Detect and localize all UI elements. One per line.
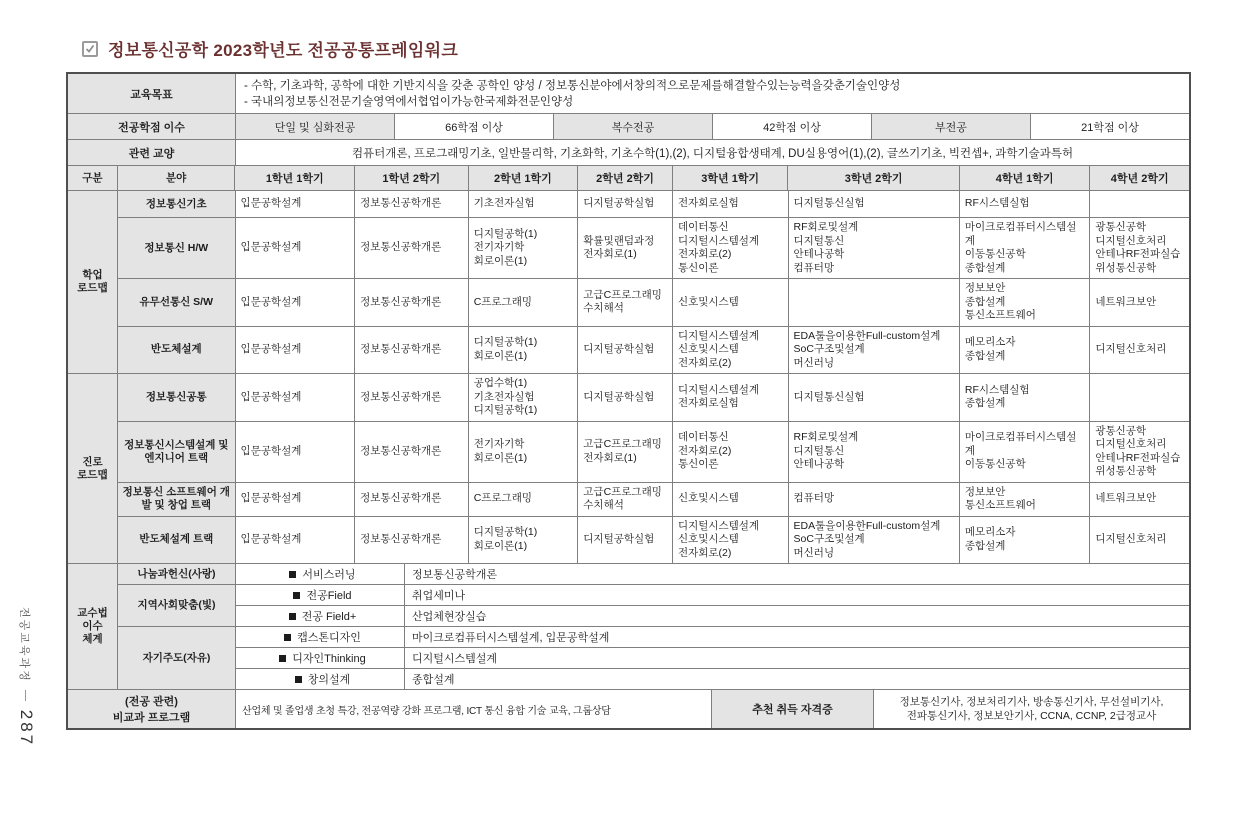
checkbox-icon [82, 41, 98, 57]
roadmap-section [68, 191, 1189, 374]
course-name: 디지털시스템설계 [677, 329, 760, 342]
header-semester: 2학년 2학기 [578, 166, 673, 191]
course-cell [469, 327, 579, 375]
teaching-item-label: 전공Field [306, 590, 352, 602]
roadmap-row [118, 374, 1189, 422]
course-name: 통신소프트웨어 [964, 309, 1036, 321]
course-cell [469, 374, 579, 422]
course-name: 전자회로(2) [677, 444, 732, 457]
teaching-item-type [236, 627, 405, 648]
teaching-item [236, 606, 1189, 627]
course-name: 기초전자실험 [473, 390, 535, 403]
teaching-section [68, 564, 1189, 690]
field-label: 정보통신기초 [118, 191, 236, 218]
extracurricular-label-line: 비교과 프로그램 [112, 712, 191, 724]
course-name: 통신소프트웨어 [964, 499, 1036, 511]
course-name: 입문공학설계 [240, 343, 302, 355]
course-name: 신호및시스템 [677, 295, 739, 308]
roadmap-row [118, 327, 1189, 375]
teaching-item-type [236, 606, 405, 627]
course-cell [355, 483, 469, 517]
teaching-item-type [236, 669, 405, 690]
course-name: 종합설계 [964, 295, 1006, 308]
goals-content [236, 74, 1189, 114]
field-label: 반도체설계 [118, 327, 236, 375]
course-cell [673, 374, 789, 422]
course-name: 입문공학설계 [240, 295, 302, 308]
course-cell [960, 279, 1091, 327]
margin-separator [25, 690, 26, 701]
goal-line: - 수학, 기초과학, 공학에 대한 기반지식을 갖춘 공학인 양성 / 정보통신분야에서창의적으로문제를해결할수있는능력을갖춘기술인양성 [244, 79, 901, 92]
course-cell [236, 218, 356, 279]
teaching-item-course: 정보통신공학개론 [405, 564, 1189, 585]
course-name: 정보통신공학개론 [360, 295, 442, 308]
teaching-item-course: 마이크로컴퓨터시스템설계, 입문공학설계 [405, 627, 1189, 648]
course-name: 메모리소자 [964, 526, 1016, 539]
teaching-category: 지역사회맞춤(빛) [118, 585, 236, 627]
liberal-arts-label: 관련 교양 [68, 140, 236, 166]
header-field: 분야 [118, 166, 236, 191]
course-cell [1090, 279, 1189, 327]
course-name: 정보통신공학개론 [360, 444, 442, 457]
course-name: 전자회로(2) [677, 356, 732, 369]
course-name: 종합설계 [964, 349, 1006, 362]
roadmap-row [118, 191, 1189, 218]
course-name: 데이터통신 [677, 221, 729, 233]
header-semester: 4학년 2학기 [1090, 166, 1189, 191]
course-name: 입문공학설계 [240, 533, 302, 545]
square-bullet-icon [293, 592, 300, 599]
course-cell [673, 279, 789, 327]
course-name: 마이크로컴퓨터시스템설계 [964, 221, 1077, 247]
course-name: 디지털시스템설계 [677, 519, 760, 532]
teaching-item [236, 627, 1189, 648]
course-name: 정보통신공학개론 [360, 533, 442, 545]
course-cell [355, 218, 469, 279]
teaching-label-line: 체계 [82, 633, 103, 645]
course-name: 이동통신공학 [964, 248, 1026, 260]
course-cell [673, 483, 789, 517]
teaching-item-course: 디지털시스템설계 [405, 648, 1189, 669]
course-cell [789, 517, 960, 565]
course-cell [469, 483, 579, 517]
course-name: 종합설계 [964, 397, 1006, 410]
section-label-line: 로드맵 [77, 468, 108, 481]
extracurricular-label-line: (전공 관련) [125, 696, 178, 708]
credit-type: 복수전공 [554, 114, 713, 140]
course-cell [789, 327, 960, 375]
margin-section-label: 전공교육과정 [18, 607, 30, 683]
course-name: 확률및랜덤과정 [583, 234, 655, 247]
course-name: 컴퓨터망 [793, 492, 835, 505]
teaching-item-type [236, 648, 405, 669]
course-cell [673, 218, 789, 279]
roadmap-row [118, 422, 1189, 483]
course-name: 디지털공학(1) [473, 526, 538, 539]
teaching-item-type [236, 585, 405, 606]
course-name: 수치해석 [583, 499, 624, 511]
extracurricular-label [68, 690, 236, 728]
course-name: 정보통신공학개론 [360, 197, 442, 210]
course-cell [236, 517, 356, 565]
course-name: 네트워크보안 [1095, 295, 1157, 308]
course-cell [236, 483, 356, 517]
course-cell [789, 422, 960, 483]
course-name: 입문공학설계 [240, 390, 302, 403]
course-name: 고급C프로그래밍 [583, 438, 662, 450]
course-name: 전자회로(1) [583, 248, 637, 260]
course-name: 고급C프로그래밍 [583, 485, 662, 498]
course-name: 공업수학(1) [473, 377, 528, 389]
course-cell [960, 218, 1091, 279]
course-cell [960, 422, 1091, 483]
course-cell [578, 279, 673, 327]
extracurricular-row [68, 690, 1189, 728]
field-label: 정보통신시스템설계 및 엔지니어 트랙 [118, 422, 236, 483]
course-name: 전기자기학 [473, 241, 525, 254]
teaching-item [236, 669, 1189, 690]
course-name: 디지털공학실험 [583, 533, 655, 545]
course-name: 광통신공학 [1095, 221, 1147, 233]
course-name: SoC구조및설계 [793, 343, 865, 355]
teaching-items [236, 564, 1189, 585]
course-name: 광통신공학 [1095, 424, 1147, 437]
course-name: 디지털통신 [793, 444, 845, 457]
course-cell [236, 279, 356, 327]
course-name: 디지털공학실험 [583, 343, 655, 355]
table-header-row [68, 166, 1189, 191]
course-name: 전자회로(2) [677, 546, 732, 559]
course-cell [1090, 218, 1189, 279]
course-cell [578, 517, 673, 565]
field-label: 반도체설계 트랙 [118, 517, 236, 565]
teaching-label-line: 교수법 [77, 607, 108, 619]
course-name: 종합설계 [964, 539, 1006, 552]
teaching-group [118, 564, 1189, 585]
section-label-line: 학업 [82, 269, 103, 281]
course-cell [236, 191, 356, 218]
course-name: 디지털공학실험 [583, 390, 655, 403]
header-semester: 1학년 1학기 [235, 166, 355, 191]
course-name: 머신러닝 [793, 356, 835, 369]
course-name: 디지털시스템설계 [677, 234, 760, 247]
course-cell [673, 517, 789, 565]
course-name: C프로그래밍 [473, 492, 532, 505]
course-cell [469, 422, 579, 483]
course-name: 안테나공학 [793, 248, 845, 260]
course-name: 마이크로컴퓨터시스템설계 [964, 431, 1077, 457]
course-name: 디지털신호처리 [1095, 234, 1167, 247]
course-name: 신호및시스템 [677, 343, 739, 355]
teaching-items [236, 627, 1189, 690]
square-bullet-icon [284, 634, 291, 641]
teaching-group [118, 627, 1189, 690]
roadmap-sections [68, 191, 1189, 564]
field-label: 정보통신공통 [118, 374, 236, 422]
credit-value: 42학점 이상 [713, 114, 872, 140]
section-label [68, 191, 118, 374]
course-name: EDA툴을이용한Full-custom설계 [793, 329, 941, 342]
course-cell [469, 191, 579, 218]
certificates-line: 전파통신기사, 정보보안기사, CCNA, CCNP, 2급정교사 [906, 710, 1157, 722]
course-cell [789, 483, 960, 517]
course-name: EDA툴을이용한Full-custom설계 [793, 519, 941, 532]
course-name: 전자회로실험 [677, 197, 739, 210]
course-cell [469, 218, 579, 279]
credits-label: 전공학점 이수 [68, 114, 236, 140]
teaching-item-label: 서비스러닝 [302, 569, 356, 581]
course-cell [960, 191, 1091, 218]
header-semester: 4학년 1학기 [960, 166, 1091, 191]
course-cell [578, 483, 673, 517]
course-name: 안테나RF전파실습 [1095, 451, 1181, 464]
course-name: 디지털통신실험 [793, 390, 865, 403]
teaching-category: 자기주도(자유) [118, 627, 236, 690]
course-name: 신호및시스템 [677, 492, 739, 505]
checkmark-icon [85, 44, 95, 54]
roadmap-section [68, 374, 1189, 564]
credit-value: 66학점 이상 [395, 114, 554, 140]
curriculum-table [66, 72, 1191, 730]
teaching-label-line: 이수 [82, 620, 103, 632]
course-name: 디지털통신 [793, 234, 845, 247]
course-name: 위성통신공학 [1095, 465, 1157, 477]
roadmap-row [118, 483, 1189, 517]
course-cell [1090, 517, 1189, 565]
course-cell [960, 327, 1091, 375]
course-cell [789, 279, 960, 327]
course-cell [578, 191, 673, 218]
field-label: 유무선통신 S/W [118, 279, 236, 327]
teaching-item-label: 캡스톤디자인 [297, 632, 361, 644]
teaching-label [68, 564, 118, 690]
course-name: C프로그래밍 [473, 295, 532, 308]
course-name: RF시스템실험 [964, 197, 1030, 210]
course-name: 안테나공학 [793, 458, 845, 471]
course-cell [673, 191, 789, 218]
roadmap-row [118, 279, 1189, 327]
course-cell [355, 517, 469, 565]
course-name: 디지털공학(1) [473, 227, 538, 240]
liberal-arts-row [68, 140, 1189, 166]
course-name: 디지털공학(1) [473, 336, 538, 349]
square-bullet-icon [295, 676, 302, 683]
course-cell [960, 374, 1091, 422]
course-name: 통신이론 [677, 261, 719, 274]
course-name: 신호및시스템 [677, 533, 739, 545]
course-name: 입문공학설계 [240, 444, 302, 457]
header-semester: 3학년 2학기 [788, 166, 959, 191]
page-title: 정보통신공학 2023학년도 전공공통프레임워크 [108, 41, 459, 60]
teaching-item-course: 종합설계 [405, 669, 1189, 690]
course-cell [578, 374, 673, 422]
goal-line: - 국내의정보통신전문기술영역에서협업이가능한국제화전문인양성 [244, 95, 574, 108]
header-semester: 2학년 1학기 [469, 166, 579, 191]
teaching-item-label: 창의설계 [307, 674, 351, 686]
course-cell [469, 517, 579, 565]
header-gubun: 구분 [68, 166, 118, 191]
course-name: 회로이론(1) [473, 451, 528, 464]
goals-label: 교육목표 [68, 74, 236, 114]
course-cell [236, 422, 356, 483]
course-cell [578, 218, 673, 279]
course-cell [1090, 483, 1189, 517]
course-cell [236, 374, 356, 422]
section-label [68, 374, 118, 564]
course-cell [236, 327, 356, 375]
course-name: 디지털신호처리 [1095, 343, 1167, 355]
course-name: 네트워크보안 [1095, 492, 1157, 505]
course-cell [355, 279, 469, 327]
certificates-list [874, 690, 1189, 728]
course-cell [355, 374, 469, 422]
course-name: 입문공학설계 [240, 492, 302, 505]
certificates-label: 추천 취득 자격증 [712, 690, 874, 728]
course-name: RF회로및설계 [793, 431, 859, 444]
course-name: 정보통신공학개론 [360, 390, 442, 403]
course-name: 정보통신공학개론 [360, 492, 442, 505]
teaching-item-label: 전공 Field+ [301, 611, 357, 623]
course-name: 디지털통신실험 [793, 197, 865, 210]
teaching-items [236, 585, 1189, 627]
course-cell [578, 327, 673, 375]
course-name: 종합설계 [964, 261, 1006, 274]
field-label: 정보통신 H/W [118, 218, 236, 279]
course-cell [355, 327, 469, 375]
course-name: 고급C프로그래밍 [583, 288, 662, 301]
teaching-item-type [236, 564, 405, 585]
header-semester: 3학년 1학기 [673, 166, 789, 191]
course-cell [673, 422, 789, 483]
course-name: 전기자기학 [473, 438, 525, 450]
section-label-line: 로드맵 [77, 282, 108, 294]
course-name: 디지털공학실험 [583, 197, 655, 210]
page-margin [16, 607, 36, 747]
course-cell [673, 327, 789, 375]
course-name: 회로이론(1) [473, 539, 528, 552]
course-name: 회로이론(1) [473, 254, 528, 267]
course-cell [960, 517, 1091, 565]
course-name: RF회로및설계 [793, 221, 859, 233]
teaching-groups [118, 564, 1189, 690]
course-name: 기초전자실험 [473, 197, 535, 210]
goals-row [68, 74, 1189, 114]
course-name: 안테나RF전파실습 [1095, 248, 1181, 260]
teaching-item-label: 디자인Thinking [292, 653, 366, 665]
course-cell [578, 422, 673, 483]
course-cell [355, 191, 469, 218]
credits-row [68, 114, 1189, 140]
section-rows [118, 374, 1189, 564]
course-cell [1090, 327, 1189, 375]
certificates-line: 정보통신기사, 정보처리기사, 방송통신기사, 무선설비기사, [899, 696, 1164, 708]
teaching-category: 나눔과헌신(사랑) [118, 564, 236, 585]
teaching-item [236, 564, 1189, 585]
teaching-item-course: 산업체현장실습 [405, 606, 1189, 627]
course-name: SoC구조및설계 [793, 533, 865, 545]
course-name: 전자회로(1) [583, 451, 637, 464]
teaching-item [236, 648, 1189, 669]
course-name: 정보보안 [964, 485, 1006, 498]
credit-type: 단일 및 심화전공 [236, 114, 395, 140]
course-cell [789, 191, 960, 218]
square-bullet-icon [289, 571, 296, 578]
course-cell [355, 422, 469, 483]
course-name: 위성통신공학 [1095, 261, 1157, 274]
course-name: 이동통신공학 [964, 458, 1026, 471]
square-bullet-icon [289, 613, 296, 620]
credit-value: 21학점 이상 [1031, 114, 1189, 140]
extracurricular-programs: 산업체 및 졸업생 초청 특강, 전공역량 강화 프로그램, ICT 통신 융합 기술 교육, 그룹상담 [236, 690, 712, 728]
course-name: 정보통신공학개론 [360, 343, 442, 355]
credit-type: 부전공 [872, 114, 1031, 140]
square-bullet-icon [279, 655, 286, 662]
course-cell [789, 374, 960, 422]
course-cell [1090, 374, 1189, 422]
course-name: 디지털시스템설계 [677, 383, 760, 396]
field-label: 정보통신 소프트웨어 개발 및 창업 트랙 [118, 483, 236, 517]
course-name: 통신이론 [677, 458, 719, 471]
course-name: 전자회로실험 [677, 397, 739, 410]
teaching-group [118, 585, 1189, 627]
header-semester: 1학년 2학기 [355, 166, 469, 191]
course-name: 입문공학설계 [240, 241, 302, 254]
course-name: 디지털신호처리 [1095, 533, 1167, 545]
course-name: 컴퓨터망 [793, 261, 835, 274]
page-number: 287 [17, 709, 36, 748]
course-name: 입문공학설계 [240, 197, 302, 210]
course-name: 회로이론(1) [473, 349, 528, 362]
course-name: 디지털공학(1) [473, 404, 538, 416]
document-title [82, 36, 458, 61]
roadmap-row [118, 517, 1189, 565]
course-cell [789, 218, 960, 279]
liberal-arts-content: 컴퓨터개론, 프로그래밍기초, 일반물리학, 기초화학, 기초수학(1),(2), 디지털융합생태계, DU실용영어(1),(2), 글쓰기기초, 빅컨셉+, 과학기술과특허 [236, 140, 1189, 166]
course-name: 전자회로(2) [677, 248, 732, 260]
course-cell [469, 279, 579, 327]
section-label-line: 진로 [82, 455, 103, 468]
course-name: 머신러닝 [793, 546, 835, 559]
course-name: 수치해석 [583, 302, 624, 315]
course-name: 디지털신호처리 [1095, 438, 1167, 450]
course-cell [1090, 422, 1189, 483]
course-cell [1090, 191, 1189, 218]
teaching-item-course: 취업세미나 [405, 585, 1189, 606]
roadmap-row [118, 218, 1189, 279]
course-cell [960, 483, 1091, 517]
course-name: 메모리소자 [964, 336, 1016, 349]
course-name: RF시스템실험 [964, 383, 1030, 396]
course-name: 데이터통신 [677, 431, 729, 444]
course-name: 정보보안 [964, 282, 1006, 294]
section-rows [118, 191, 1189, 374]
course-name: 정보통신공학개론 [360, 241, 442, 254]
teaching-item [236, 585, 1189, 606]
